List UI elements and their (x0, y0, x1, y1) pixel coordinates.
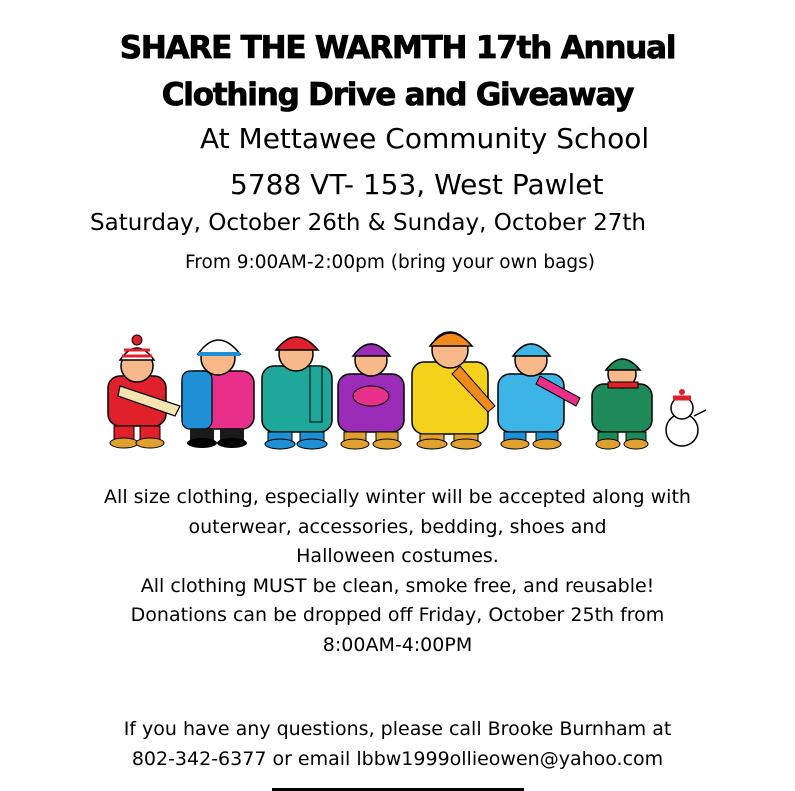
flyer-title-line2: Clothing Drive and Giveaway (161, 77, 634, 113)
info-line: All size clothing, especially winter will be accepted along with (104, 486, 691, 508)
info-line: outerwear, accessories, bedding, shoes and (188, 515, 607, 538)
info-line: All clothing MUST be clean, smoke free, and reusable! (140, 574, 655, 597)
location-name: At Mettawee Community School (200, 122, 650, 155)
event-dates: Saturday, October 26th & Sunday, October 27th (90, 210, 646, 236)
location-address: 5788 VT- 153, West Pawlet (230, 168, 604, 201)
child-figure (412, 332, 495, 449)
child-figure (498, 344, 580, 449)
contact-info (0, 715, 795, 774)
child-figure (338, 344, 404, 449)
event-hours: From 9:00AM-2:00pm (bring your own bags) (185, 252, 596, 273)
child-figure (262, 337, 332, 449)
info-line: Halloween costumes. (296, 545, 499, 567)
contact-line: 802-342-6377 or email lbbw1999ollieowen@yahoo.com (131, 747, 664, 770)
info-line: Donations can be dropped off Friday, October 25th from (130, 604, 665, 626)
donation-info (0, 483, 795, 660)
info-line: 8:00AM-4:00PM (322, 633, 473, 656)
child-figure (592, 359, 652, 449)
flyer-title-line1: SHARE THE WARMTH 17th Annual (119, 30, 676, 66)
child-figure (108, 335, 180, 448)
children-winter-illustration (100, 326, 720, 450)
snowman-figure (666, 389, 706, 446)
child-figure (182, 340, 254, 448)
contact-line: If you have any questions, please call Brooke Burnham at (123, 718, 672, 740)
